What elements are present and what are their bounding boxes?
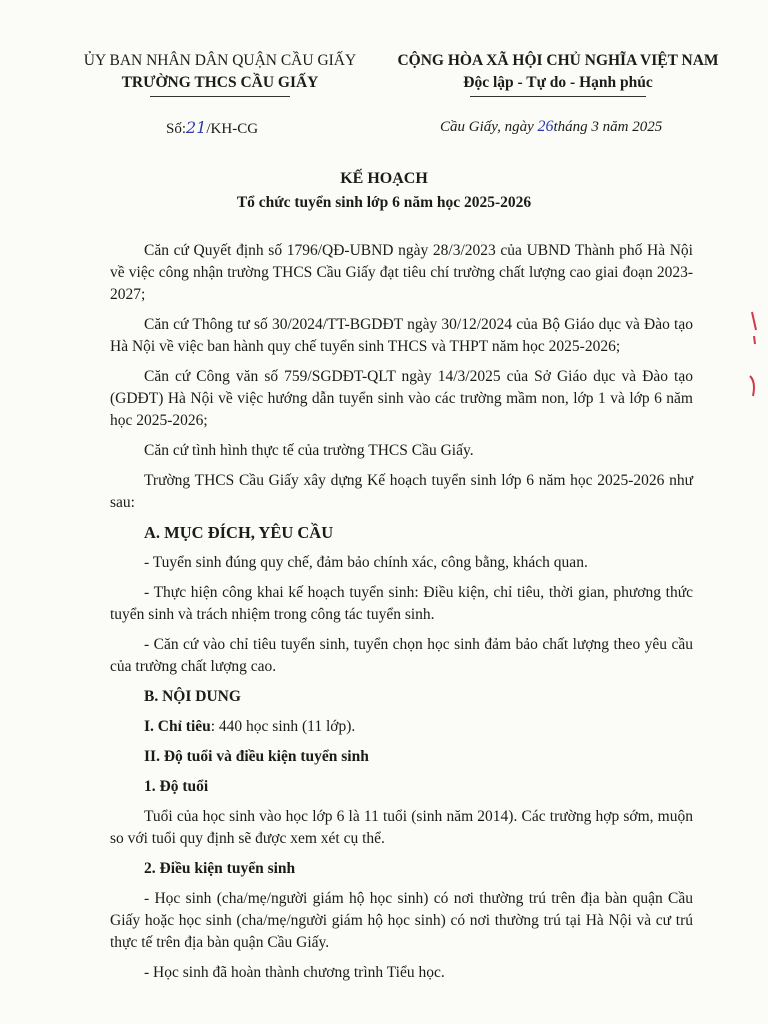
agency-name: ỦY BAN NHÂN DÂN QUẬN CẦU GIẤY (83, 52, 357, 69)
age-paragraph: Tuổi của học sinh vào học lớp 6 là 11 tuổi (sinh năm 2014). Các trường hợp sớm, muộn so với tuổi quy định sẽ được xem xét cụ thể. (110, 808, 693, 847)
date-prefix: Cầu Giấy, ngày (440, 119, 538, 135)
section-a-heading: A. MỤC ĐÍCH, YÊU CẦU (144, 523, 334, 542)
agency-underline (150, 96, 290, 97)
condition-primary-complete: - Học sinh đã hoàn thành chương trình Tiểu học. (144, 964, 445, 981)
quota-value: : 440 học sinh (11 lớp). (210, 718, 356, 735)
number-prefix: Số: (166, 121, 187, 137)
document-subtitle: Tổ chức tuyển sinh lớp 6 năm học 2025-2026 (236, 194, 532, 211)
condition-residence: - Học sinh (cha/mẹ/người giám hộ học sinh) có nơi thường trú trên địa bàn quận Cầu Giấy hoặc học sinh (cha/mẹ/người giám hộ học sinh) có nơi thường trú tại Hà Nội và cư trú thực tế trên địa bàn quận Cầu Giấy. (110, 890, 693, 951)
document-date (440, 118, 662, 136)
country-name: CỘNG HÒA XÃ HỘI CHỦ NGHĨA VIỆT NAM (397, 52, 719, 69)
legal-basis-2: Căn cứ Thông tư số 30/2024/TT-BGDĐT ngày 30/12/2024 của Bộ Giáo dục và Đào tạo Hà Nội về việc ban hành quy chế tuyển sinh THCS và THPT năm học 2025-2026; (110, 316, 693, 355)
legal-basis-3: Căn cứ Công văn số 759/SGDĐT-QLT ngày 14/3/2025 của Sở Giáo dục và Đào tạo (GDĐT) Hà Nội về việc hướng dẫn tuyển sinh vào các trường mầm non, lớp 1 và lớp 6 năm học 2025-2026; (110, 368, 693, 429)
section-a-item-3: - Căn cứ vào chỉ tiêu tuyển sinh, tuyển chọn học sinh đảm bảo chất lượng theo yêu cầu của trường chất lượng cao. (110, 636, 693, 675)
handwritten-number: 21 (186, 118, 207, 137)
motto-underline (470, 96, 646, 97)
document-title: KẾ HOẠCH (340, 170, 428, 187)
motto: Độc lập - Tự do - Hạnh phúc (463, 74, 653, 91)
quota-label: I. Chỉ tiêu (144, 718, 211, 735)
conditions-heading: 2. Điều kiện tuyển sinh (144, 860, 296, 877)
number-suffix: /KH-CG (206, 121, 259, 137)
section-a-item-1: - Tuyển sinh đúng quy chế, đảm bảo chính xác, công bằng, khách quan. (144, 554, 588, 571)
legal-basis-4: Căn cứ tình hình thực tế của trường THCS Cầu Giấy. (144, 442, 474, 459)
document-number (166, 118, 258, 138)
date-suffix: tháng 3 năm 2025 (553, 119, 663, 135)
handwritten-day: 26 (537, 118, 554, 135)
intro-paragraph: Trường THCS Cầu Giấy xây dựng Kế hoạch tuyển sinh lớp 6 năm học 2025-2026 như sau: (110, 472, 693, 511)
age-heading: 1. Độ tuổi (144, 778, 209, 795)
issuing-agency (70, 50, 370, 97)
quota-line (110, 716, 693, 738)
document-body (110, 240, 693, 992)
section-b-heading: B. NỘI DUNG (144, 688, 241, 705)
section-b2-heading: II. Độ tuổi và điều kiện tuyển sinh (144, 748, 369, 765)
national-motto (383, 50, 733, 97)
section-a-item-2: - Thực hiện công khai kế hoạch tuyển sinh: Điều kiện, chỉ tiêu, thời gian, phương thức tuyển sinh và trách nhiệm trong công tác tuyển sinh. (110, 584, 693, 623)
red-ink-margin-mark (746, 310, 762, 400)
school-name: TRƯỜNG THCS CẦU GIẤY (121, 74, 319, 91)
legal-basis-1: Căn cứ Quyết định số 1796/QĐ-UBND ngày 28/3/2023 của UBND Thành phố Hà Nội về việc công nhận trường THCS Cầu Giấy đạt tiêu chí trường chất lượng cao giai đoạn 2023-2027; (110, 242, 693, 303)
